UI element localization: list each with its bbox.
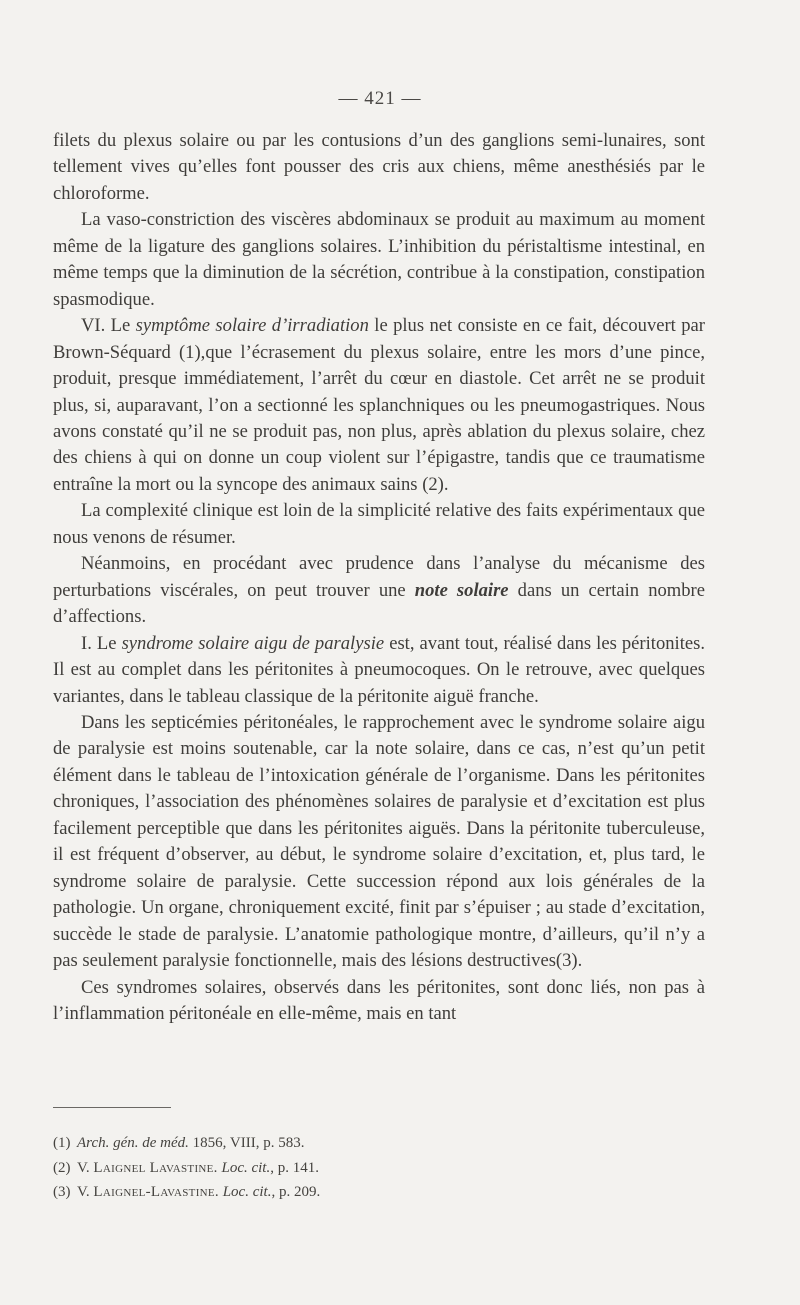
footnote <box>53 1131 703 1156</box>
text-run: La vaso-constriction des viscères abdominaux se produit au maximum au moment même de la ligature des ganglions solaires. L’inhibition du péristaltisme intestinal, en même temps que la diminution de la sécrétion, contribue à la constipation, constipation spasmodique. <box>53 209 705 310</box>
text-run: 1856, VIII, p. 583. <box>188 1135 305 1151</box>
paragraph <box>53 498 705 551</box>
text-run: Ces syndromes solaires, observés dans les péritonites, sont donc liés, non pas à l’inflammation péritonéale en elle-même, mais en tant <box>53 976 705 1024</box>
italic-phrase: Arch. gén. de méd. <box>77 1135 189 1151</box>
emphasis-phrase: note solaire <box>414 579 509 601</box>
paragraph <box>53 128 705 207</box>
footnote-number: (1) <box>53 1135 71 1151</box>
body-text <box>53 128 705 1027</box>
paragraph <box>53 975 705 1028</box>
italic-phrase: syndrome solaire aigu de paralysie <box>121 632 385 654</box>
italic-phrase: Loc. cit. <box>222 1184 272 1200</box>
text-run: , p. 141. <box>270 1159 319 1176</box>
text-run: V. <box>77 1184 94 1200</box>
italic-phrase: Loc. cit. <box>221 1159 271 1176</box>
text-run: Néanmoins, en procédant avec prudence dans l’analyse du mécanisme des perturbations viscérales, on peut trouver une <box>53 553 705 601</box>
page-number: — 421 — <box>338 88 422 109</box>
paragraph <box>53 313 705 498</box>
text-run: dans un certain nombre d’affections. <box>53 579 705 628</box>
text-run: VI. Le <box>81 315 136 337</box>
footnote-divider <box>53 1107 171 1108</box>
text-run: filets du plexus solaire ou par les contusions d’un des ganglions semi-lunaires, sont tellement vives qu’elles font pousser des cris aux chiens, même anesthésiés par le chloroforme. <box>53 130 705 204</box>
text-run: Dans les septicémies péritonéales, le rapprochement avec le syndrome solaire aigu de paralysie est moins soutenable, car la note solaire, dans ce cas, n’est qu’un petit élément dans le tableau de l’intoxication générale de l’organisme. Dans les péritonites chroniques, l’association des phénomènes solaires de paralysie et d’excitation est plus facilement perceptible que dans les péritonites aiguës. Dans la péritonite tuberculeuse, il est fréquent d’observer, au début, le syndrome solaire d’excitation, et, plus tard, le syndrome solaire de paralysie. Cette succession répond aux lois générales de la pathologie. Un organe, chroniquement excité, finit par s’épuiser ; au stade d’excitation, succède le stade de paralysie. L’anatomie pathologique montre, d’ailleurs, qu’il n’y a pas seulement paralysie fonctionnelle, mais des lésions destructives(3). <box>53 711 705 972</box>
text-run: I. Le <box>81 632 122 654</box>
footnotes <box>53 1131 703 1205</box>
text-run: est, avant tout, réalisé dans les péritonites. Il est au complet dans les péritonites à pneumocoques. On le retrouve, avec quelques variantes, dans le tableau classique de la péritonite aiguë franche. <box>53 632 706 707</box>
text-run: La complexité clinique est loin de la simplicité relative des faits expérimentaux que nous venons de résumer. <box>53 500 705 548</box>
paragraph <box>53 207 705 313</box>
italic-phrase: symptôme solaire d’irradiation <box>135 315 369 337</box>
paragraph <box>53 631 705 710</box>
footnote <box>53 1156 703 1181</box>
text-run: le plus net consiste en ce fait, découvert par Brown-Séquard (1),que l’écrasement du plexus solaire, entre les mors d’une pince, produit, presque immédiatement, l’arrêt du cœur en diastole. Cet arrêt ne se produit plus, si, auparavant, l’on a sectionné les splanchniques ou les pneumogastriques. Nous avons constaté qu’il ne se produit pas, non plus, après ablation du plexus solaire, chez des chiens à qui on donne un coup violent sur l’épigastre, tandis que ce traumatisme entraîne la mort ou la syncope des animaux sains (2). <box>53 315 705 495</box>
text-run: V. <box>77 1159 94 1176</box>
text-run: , p. 209. <box>271 1184 321 1200</box>
author-name: Laignel Lavastine. <box>93 1159 218 1176</box>
footnote-number: (3) <box>53 1184 71 1200</box>
footnote-number: (2) <box>53 1159 71 1176</box>
paragraph <box>53 710 705 975</box>
footnote <box>53 1180 703 1205</box>
paragraph <box>53 551 705 630</box>
author-name: Laignel-Lavastine. <box>93 1184 219 1200</box>
